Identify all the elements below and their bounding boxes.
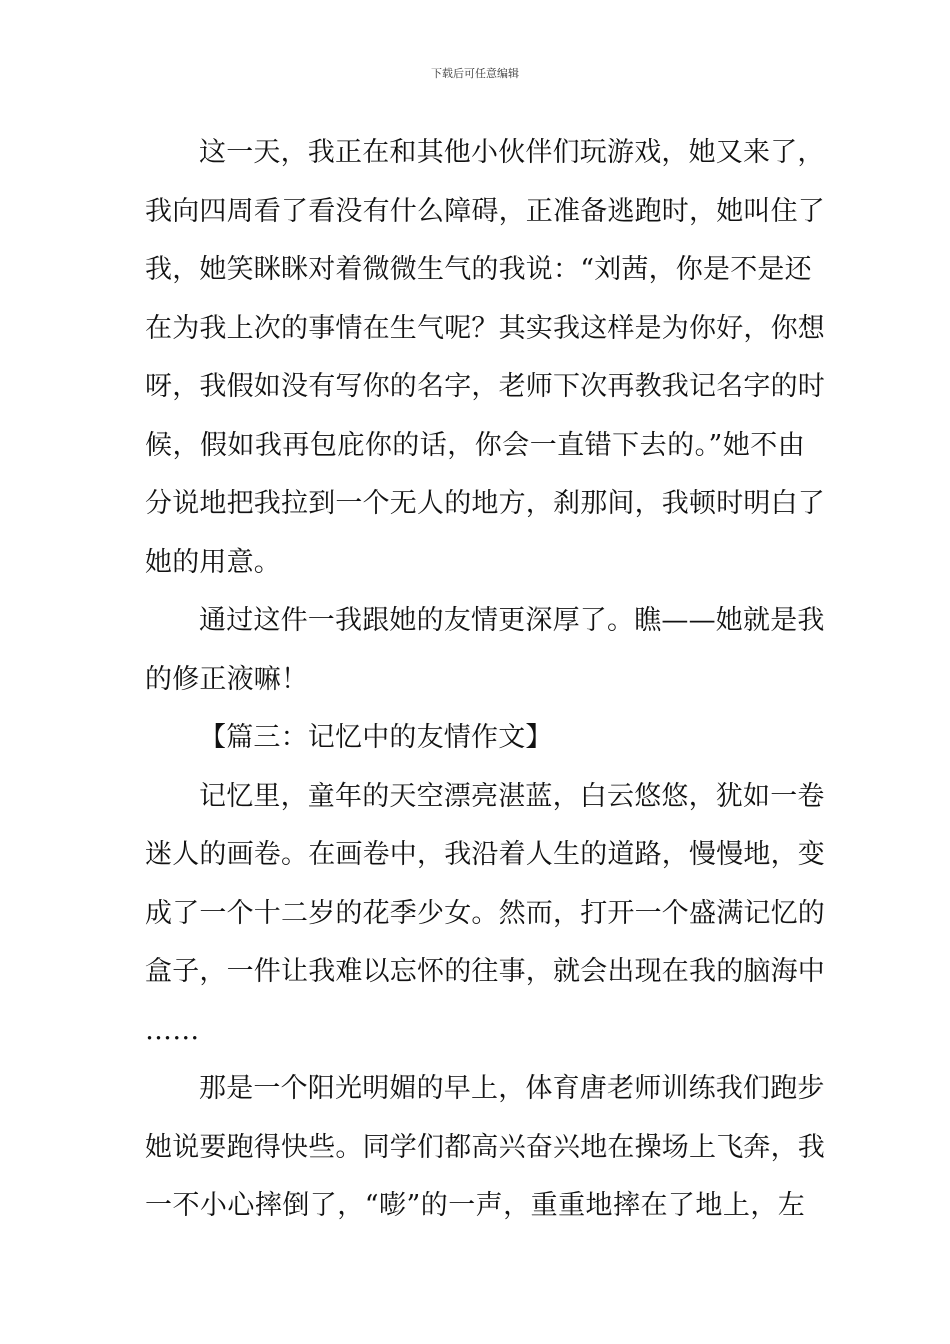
text-line: 一不小心摔倒了，“嘭”的一声，重重地摔在了地上，左 [145,1190,805,1221]
text-line: 在为我上次的事情在生气呢？其实我这样是为你好，你想 [145,312,825,344]
text-line: 迷人的画卷。在画卷中，我沿着人生的道路，慢慢地，变 [145,839,825,870]
page-header: 下载后可任意编辑 [431,67,519,80]
document-body [145,124,825,1236]
text-line: 记忆里，童年的天空漂亮湛蓝，白云悠悠，犹如一卷 [199,780,825,812]
text-line: 候，假如我再包庇你的话，你会一直错下去的。”她不由 [145,429,805,461]
text-line: 盒子，一件让我难以忘怀的往事，就会出现在我的脑海中 [145,956,825,987]
section-heading: 【篇三：记忆中的友情作文】 [199,722,553,753]
text-line: 这一天，我正在和其他小伙伴们玩游戏，她又来了， [199,137,825,168]
text-line: 我，她笑眯眯对着微微生气的我说：“刘茜，你是不是还 [145,254,812,285]
text-line: 呀，我假如没有写你的名字，老师下次再教我记名字的时 [145,371,825,402]
text-line: 通过这件一我跟她的友情更深厚了。瞧——她就是我 [199,605,825,636]
text-line: …… [145,1014,200,1046]
text-line: 分说地把我拉到一个无人的地方，刹那间，我顿时明白了 [145,488,825,519]
text-line: 我向四周看了看没有什么障碍，正准备逃跑时，她叫住了 [145,195,825,227]
text-line: 她的用意。 [145,546,281,578]
text-line: 成了一个十二岁的花季少女。然而，打开一个盛满记忆的 [145,897,825,929]
text-line: 那是一个阳光明媚的早上，体育唐老师训练我们跑步 [199,1073,825,1104]
text-line: 的修正液嘛！ [145,663,309,695]
text-line: 她说要跑得快些。同学们都高兴奋兴地在操场上飞奔，我 [145,1131,825,1163]
